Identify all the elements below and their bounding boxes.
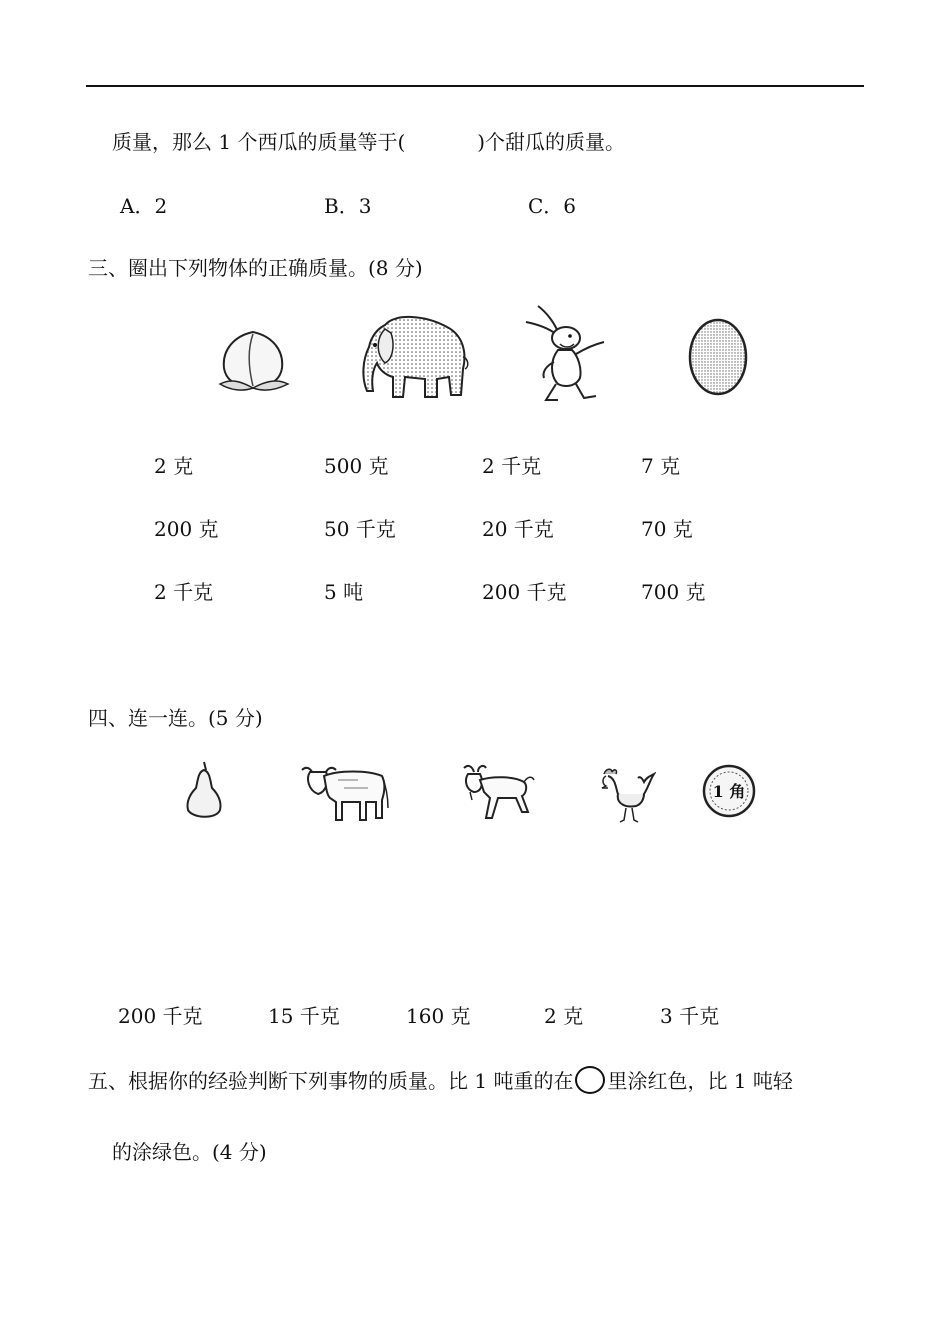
q2-text-before: 质量，那么 1 个西瓜的质量等于( [112, 130, 406, 154]
q3-weight-r1c2[interactable]: 500 克 [324, 454, 389, 478]
q3-weight-r3c2[interactable]: 5 吨 [324, 580, 364, 604]
q4-weight-5[interactable]: 3 千克 [660, 1004, 720, 1028]
q5-text-before: 五、根据你的经验判断下列事物的质量。比 1 吨重的在 [88, 1069, 574, 1093]
q5-line2: 的涂绿色。(4 分) [112, 1140, 267, 1164]
q3-weight-r1c1[interactable]: 2 克 [154, 454, 194, 478]
q2-option-c[interactable]: C．6 [528, 194, 577, 218]
pear-icon[interactable] [182, 760, 226, 822]
rabbit-icon [520, 302, 606, 406]
circle-icon [575, 1066, 605, 1094]
cow-icon[interactable] [298, 762, 390, 824]
header-rule [86, 85, 864, 87]
q4-weight-4[interactable]: 2 克 [544, 1004, 584, 1028]
q3-weight-r2c4[interactable]: 70 克 [641, 517, 693, 541]
goat-icon[interactable] [458, 762, 536, 826]
q3-weight-r1c3[interactable]: 2 千克 [482, 454, 542, 478]
q4-title: 四、连一连。(5 分) [88, 706, 263, 730]
egg-icon [686, 316, 750, 398]
q4-weight-2[interactable]: 15 千克 [268, 1004, 340, 1028]
peach-icon [212, 326, 294, 396]
q3-weight-r2c3[interactable]: 20 千克 [482, 517, 554, 541]
rooster-icon[interactable] [596, 764, 656, 824]
q2-text-after: )个甜瓜的质量。 [477, 130, 626, 154]
q4-weight-3[interactable]: 160 克 [406, 1004, 471, 1028]
q5-line1 [88, 1066, 793, 1094]
q4-weight-1[interactable]: 200 千克 [118, 1004, 203, 1028]
elephant-icon [355, 307, 473, 403]
q3-weight-r2c2[interactable]: 50 千克 [324, 517, 396, 541]
q2-question-line [112, 130, 625, 154]
q3-weight-r3c4[interactable]: 700 克 [641, 580, 706, 604]
q3-weight-r2c1[interactable]: 200 克 [154, 517, 219, 541]
q3-title: 三、圈出下列物体的正确质量。(8 分) [88, 256, 423, 280]
q2-option-a[interactable]: A．2 [120, 194, 168, 218]
q5-text-after: 里涂红色，比 1 吨轻 [607, 1069, 793, 1093]
q3-weight-r3c3[interactable]: 200 千克 [482, 580, 567, 604]
coin-icon[interactable] [702, 764, 756, 818]
q2-option-b[interactable]: B．3 [324, 194, 372, 218]
q3-weight-r1c4[interactable]: 7 克 [641, 454, 681, 478]
q3-weight-r3c1[interactable]: 2 千克 [154, 580, 214, 604]
coin-label: 1 角 [712, 782, 746, 801]
